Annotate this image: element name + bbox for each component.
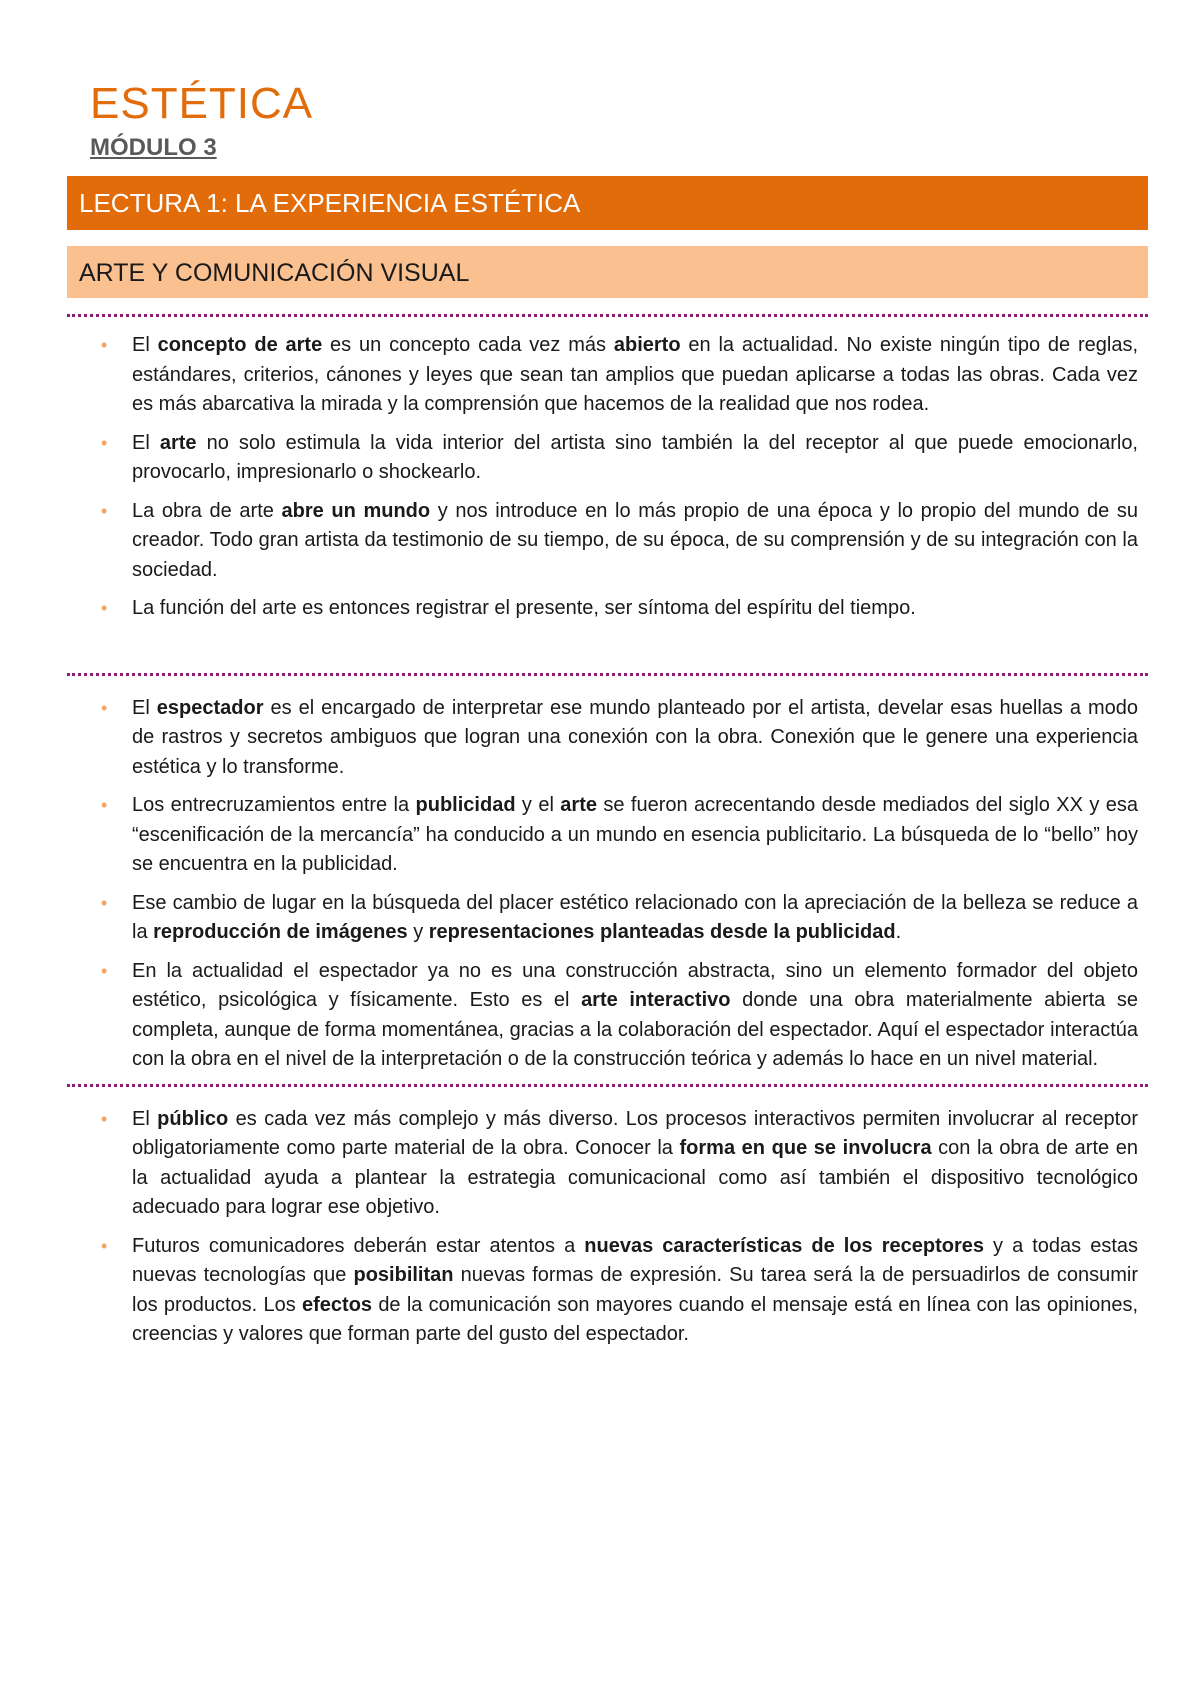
- bold-term: público: [157, 1107, 229, 1130]
- bold-term: arte: [560, 794, 597, 816]
- bullet-item: [97, 429, 1138, 488]
- text-run: Los entrecruzamientos entre la: [132, 794, 416, 816]
- bold-term: efectos: [302, 1293, 373, 1316]
- text-run: donde una obra materialmente abierta se completa, aunque de forma momentánea, gracias a la colaboración del espectador. Aquí el espectador interactúa con la obra en el nivel de la interpretación o de la construcción teórica y además lo hace en un nivel material.: [132, 989, 1138, 1070]
- text-run: en la actualidad. No existe ningún tipo de reglas, estándares, criterios, cánones y leyes que sean tan amplios que puedan aplicarse a todas las obras. Cada vez es más abarcativa la mirada y la comprensión que hacemos de la realidad que nos rodea.: [132, 334, 1139, 415]
- text-run: con la obra de arte en la actualidad ayuda a plantear la estrategia comunicacional como así también el dispositivo tecnológico adecuado para lograr ese objetivo.: [132, 1137, 1138, 1218]
- bullet-text: [132, 791, 1138, 880]
- bullet-dot-icon: •: [101, 1108, 108, 1129]
- bullet-item: [97, 957, 1138, 1075]
- bullet-dot-icon: •: [101, 795, 108, 815]
- bullet-text: [132, 429, 1138, 488]
- text-run: La función del arte es entonces registrar el presente, ser síntoma del espíritu del tiempo.: [132, 597, 916, 619]
- lecture-heading: LECTURA 1: LA EXPERIENCIA ESTÉTICA: [67, 176, 1148, 230]
- bold-term: nuevas características de los receptores: [584, 1234, 984, 1257]
- bold-term: abre un mundo: [281, 499, 431, 522]
- text-run: Ese cambio de lugar en la búsqueda del placer estético relacionado con la apreciación de la belleza se reduce a la: [132, 891, 1138, 943]
- bullet-text: [132, 594, 1138, 624]
- module-label: MÓDULO 3: [90, 134, 217, 161]
- bullet-text: [132, 497, 1138, 586]
- bullet-item: [97, 497, 1138, 586]
- bullet-section-3: [67, 1087, 1148, 1350]
- text-run: El: [132, 1107, 158, 1130]
- text-run: y nos introduce en lo más propio de una época y lo propio del mundo de su creador. Todo gran artista da testimonio de su tiempo, de su época, de su comprensión y de su integración con la sociedad.: [132, 499, 1139, 581]
- bullet-dot-icon: •: [101, 598, 108, 618]
- text-run: El: [132, 431, 160, 454]
- bullet-dot-icon: •: [101, 1235, 108, 1256]
- bullet-text: [132, 889, 1138, 948]
- text-run: En la actualidad el espectador ya no es una construcción abstracta, sino un elemento formador del objeto estético, psicológica y físicamente. Esto es el: [132, 959, 1138, 1011]
- text-run: se fueron acrecentando desde mediados del siglo XX y esa “escenificación de la mercancía” ha conducido a un mundo en esencia publicitario. La búsqueda de lo “bello” hoy se encuentra en la publicidad.: [132, 794, 1138, 875]
- bold-term: arte interactivo: [581, 989, 731, 1011]
- text-run: Futuros comunicadores deberán estar atentos a: [132, 1234, 585, 1257]
- bold-term: reproducción de imágenes: [153, 921, 408, 943]
- bold-term: concepto de arte: [157, 334, 323, 356]
- bullet-dot-icon: •: [101, 500, 108, 521]
- bold-term: publicidad: [415, 794, 516, 816]
- bold-term: forma en que se involucra: [679, 1137, 932, 1159]
- section-heading: ARTE Y COMUNICACIÓN VISUAL: [67, 246, 1148, 298]
- bullet-item: [97, 694, 1138, 783]
- bullet-text: [132, 331, 1138, 420]
- bold-term: arte: [159, 431, 197, 454]
- bold-term: espectador: [156, 696, 264, 719]
- bullet-text: [132, 957, 1138, 1075]
- bold-term: representaciones planteadas desde la publicidad: [428, 921, 896, 943]
- bullet-dot-icon: •: [101, 432, 108, 453]
- text-run: es cada vez más complejo y más diverso. Los procesos interactivos permiten involucrar al receptor obligatoriamente como parte material de la obra. Conocer la: [132, 1107, 1138, 1159]
- bullet-item: [97, 594, 1138, 624]
- bold-term: abierto: [613, 334, 681, 356]
- bullet-dot-icon: •: [101, 335, 108, 355]
- bullet-item: [97, 331, 1138, 420]
- text-run: y a todas estas nuevas tecnologías que: [132, 1234, 1138, 1286]
- document-title: ESTÉTICA: [90, 79, 314, 128]
- text-run: es un concepto cada vez más: [322, 334, 614, 356]
- bullet-text: [132, 694, 1138, 783]
- bullet-item: [97, 1105, 1138, 1223]
- text-run: no solo estimula la vida interior del artista sino también la del receptor al que puede emocionarlo, provocarlo, impresionarlo o shockearlo.: [132, 431, 1138, 483]
- bullet-dot-icon: •: [101, 892, 108, 913]
- bullet-text: [132, 1232, 1138, 1350]
- text-run: de la comunicación son mayores cuando el mensaje está en línea con las opiniones, creencias y valores que forman parte del gusto del espectador.: [132, 1293, 1139, 1345]
- text-run: nuevas formas de expresión. Su tarea será la de persuadirlos de consumir los productos. Los: [132, 1264, 1138, 1316]
- bullet-section-2: [67, 676, 1148, 1075]
- bullet-section-1: [67, 317, 1148, 624]
- bullet-dot-icon: •: [101, 697, 108, 718]
- bold-term: posibilitan: [353, 1264, 454, 1286]
- bullet-dot-icon: •: [101, 960, 108, 981]
- bullet-text: [132, 1105, 1138, 1223]
- bullet-item: [97, 791, 1138, 880]
- text-run: .: [895, 921, 902, 943]
- bullet-item: [97, 1232, 1138, 1350]
- text-run: La obra de arte: [132, 499, 282, 522]
- text-run: y: [407, 921, 429, 943]
- text-run: El: [132, 334, 158, 356]
- bullet-item: [97, 889, 1138, 948]
- text-run: y el: [515, 794, 561, 816]
- text-run: El: [132, 696, 157, 719]
- text-run: es el encargado de interpretar ese mundo planteado por el artista, develar esas huellas a modo de rastros y secretos ambiguos que logran una conexión con la obra. Conexión que le genere una experiencia estética y lo transforme.: [132, 696, 1139, 778]
